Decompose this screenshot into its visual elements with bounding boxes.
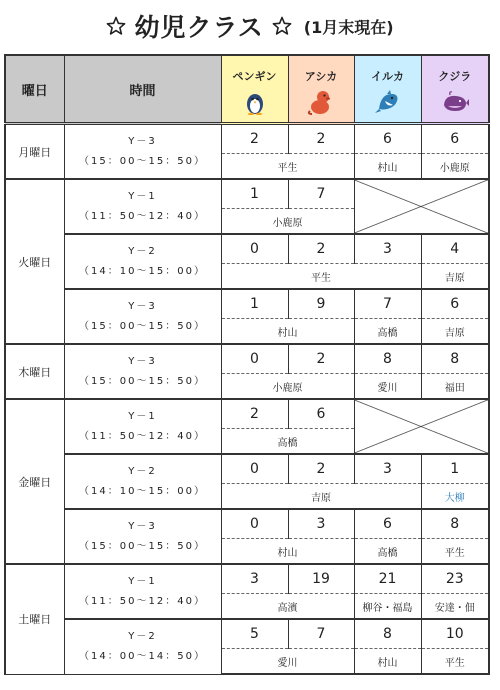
teacher-cell: 吉原 [421,319,489,345]
count-cell: 21 [354,564,421,594]
table-row [5,619,489,649]
slot-code: Y－1 [128,575,157,587]
class-name: クジラ [438,70,472,83]
count-cell: 3 [354,454,421,484]
count-cell: 0 [221,344,288,374]
header-time: 時間 [64,55,221,124]
header-class-iruka [354,55,421,124]
slot-time: （15：00～15：50） [79,375,206,387]
day-label: 金曜日 [5,399,64,564]
teacher-cell: 小鹿原 [221,209,354,235]
count-cell: 6 [288,399,354,429]
count-cell: 9 [288,289,354,319]
slot-time: （11：50～12：40） [79,595,206,607]
slot-time: （11：50～12：40） [79,430,206,442]
day-label: 木曜日 [5,344,64,399]
count-cell: 3 [354,234,421,264]
count-cell: 8 [354,619,421,649]
dolphin-icon [373,89,403,115]
time-slot [64,619,221,674]
class-name: イルカ [371,70,404,83]
teacher-cell: 高橋 [354,539,421,565]
count-cell: 1 [221,289,288,319]
teacher-cell: 平生 [221,264,421,290]
time-slot [64,179,221,234]
page-subtitle: (1月末現在) [303,17,394,37]
count-cell: 7 [354,289,421,319]
count-cell: 6 [421,289,489,319]
day-label: 月曜日 [5,124,64,180]
count-cell: 3 [221,564,288,594]
slot-code: Y－3 [128,355,157,367]
count-cell: 23 [421,564,489,594]
teacher-cell: 高橋 [221,429,354,455]
count-cell: 8 [421,509,489,539]
sea-lion-icon [306,89,336,115]
slot-time: （14：10～15：00） [79,485,206,497]
time-slot [64,344,221,399]
teacher-cell: 村山 [354,649,421,675]
count-cell: 1 [421,454,489,484]
count-cell: 2 [221,399,288,429]
count-cell: 2 [288,124,354,154]
slot-code: Y－1 [128,410,157,422]
time-slot [64,564,221,619]
count-cell: 6 [354,509,421,539]
count-cell: 3 [288,509,354,539]
header-class-penguin [221,55,288,124]
teacher-cell: 吉原 [221,484,421,510]
schedule-table [4,54,490,675]
slot-time: （11：50～12：40） [79,210,206,222]
slot-time: （14：00～14：50） [79,650,206,662]
count-cell: 8 [421,344,489,374]
day-label: 土曜日 [5,564,64,674]
slot-time: （14：10～15：00） [79,265,206,277]
table-row [5,454,489,484]
count-cell: 6 [354,124,421,154]
slot-code: Y－1 [128,190,157,202]
slot-time: （15：00～15：50） [79,540,206,552]
count-cell: 2 [288,344,354,374]
table-row [5,509,489,539]
star-icon [106,16,126,36]
time-slot [64,289,221,344]
count-cell: 0 [221,454,288,484]
teacher-cell: 平生 [221,154,354,180]
slot-code: Y－3 [128,135,157,147]
penguin-icon [240,89,270,115]
table-row [5,179,489,209]
teacher-cell: 福田 [421,374,489,400]
whale-icon [440,89,470,115]
page-title: 幼児クラス [134,13,264,42]
table-row [5,344,489,374]
slot-time: （15：00～15：50） [79,155,206,167]
count-cell: 0 [221,509,288,539]
time-slot [64,234,221,289]
slot-code: Y－3 [128,300,157,312]
star-icon [272,16,292,36]
table-row [5,399,489,429]
count-cell: 0 [221,234,288,264]
teacher-cell: 村山 [354,154,421,180]
class-name: ペンギン [232,70,277,83]
count-cell: 8 [354,344,421,374]
class-name: アシカ [304,70,338,83]
header-row [5,55,489,124]
teacher-cell: 小鹿原 [221,374,354,400]
count-cell: 1 [221,179,288,209]
teacher-cell: 吉原 [421,264,489,290]
day-label: 火曜日 [5,179,64,344]
teacher-cell: 愛川 [354,374,421,400]
count-cell: 2 [288,234,354,264]
header-class-ashika [288,55,354,124]
page-title-bar [0,6,500,46]
count-cell: 4 [421,234,489,264]
slot-code: Y－3 [128,520,157,532]
count-cell: 19 [288,564,354,594]
teacher-cell: 村山 [221,319,354,345]
count-cell: 10 [421,619,489,649]
teacher-cell: 平生 [421,539,489,565]
no-class-cross [354,399,489,454]
slot-time: （15：00～15：50） [79,320,206,332]
teacher-cell: 柳谷・福島 [354,594,421,620]
teacher-cell: 小鹿原 [421,154,489,180]
teacher-cell: 安達・佃 [421,594,489,620]
count-cell: 5 [221,619,288,649]
header-day: 曜日 [5,55,64,124]
time-slot [64,454,221,509]
no-class-cross [354,179,489,234]
time-slot [64,124,221,180]
header-class-kujira [421,55,489,124]
time-slot [64,399,221,454]
slot-code: Y－2 [128,245,157,257]
count-cell: 7 [288,179,354,209]
slot-code: Y－2 [128,465,157,477]
count-cell: 2 [288,454,354,484]
table-row [5,234,489,264]
table-row [5,564,489,594]
teacher-cell: 平生 [421,649,489,675]
teacher-cell: 大柳 [421,484,489,510]
count-cell: 2 [221,124,288,154]
teacher-cell: 高橋 [354,319,421,345]
slot-code: Y－2 [128,630,157,642]
table-row [5,124,489,154]
teacher-cell: 高濱 [221,594,354,620]
table-row [5,289,489,319]
time-slot [64,509,221,564]
count-cell: 7 [288,619,354,649]
teacher-cell: 愛川 [221,649,354,675]
count-cell: 6 [421,124,489,154]
teacher-cell: 村山 [221,539,354,565]
